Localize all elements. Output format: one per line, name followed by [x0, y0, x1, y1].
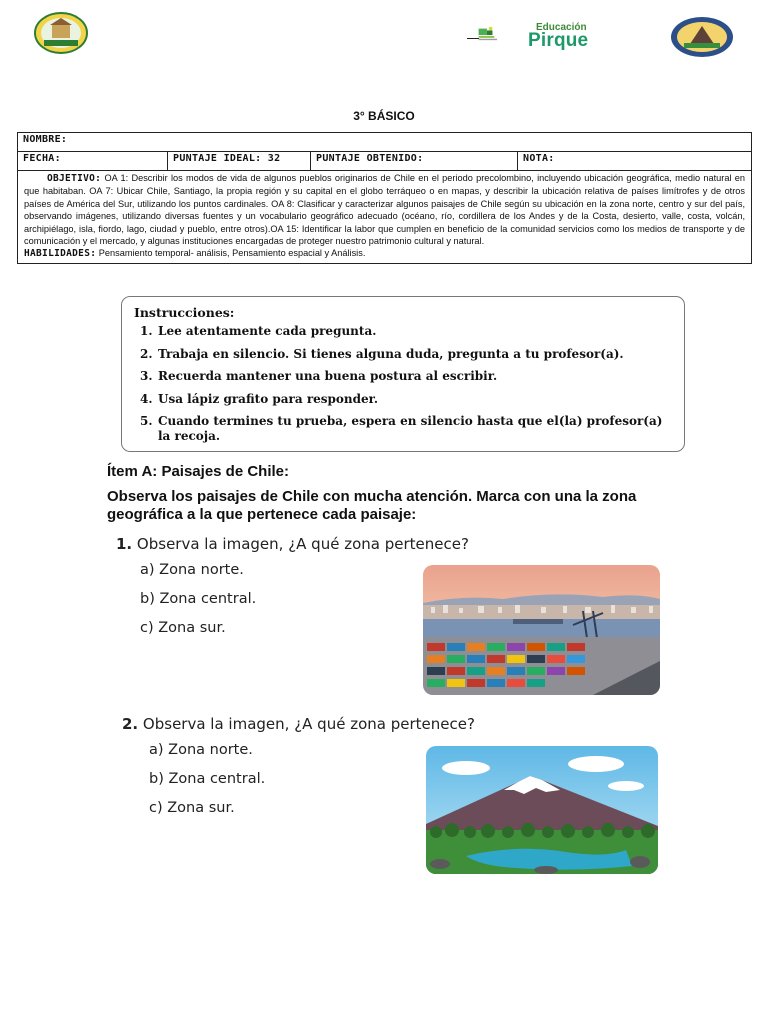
port-city-image [423, 565, 660, 695]
instructions-box [121, 296, 685, 452]
name-cell[interactable] [18, 133, 752, 152]
instruction-item [134, 414, 672, 443]
q2-option-c[interactable]: c) Zona sur. [149, 800, 235, 816]
instruction-text: Recuerda mantener una buena postura al escribir. [158, 369, 498, 383]
item-a-title: Ítem A: Paisajes de Chile: [107, 463, 290, 480]
skills-label: HABILIDADES: [24, 248, 97, 260]
instruction-text: Lee atentamente cada pregunta. [158, 324, 377, 338]
objective-text: OA 1: Describir los modos de vida de algunos pueblos originarios de Chile en el periodo precolombino, incluyendo ubicación geográfica, medio natural en que habitaban. OA 7: Ubicar Chile, Santiago, la propia región y su capital en el globo terráqueo o en mapas, y describir la ubicación relativa de países limítrofes y de otros países de América del Sur, utilizando los puntos cardinales. OA 8: Clasificar y caracterizar algunos paisajes de Chile según su ubicación en la zona norte, centro y sur del país, observando imágenes, utilizando diversas fuentes y un vocabulario geográfico adecuado (océano, río, cordillera de los Andes y de la Costa, desierto, valle, costa, volcán, archipiélago, isla, fiordo, lago, ciudad y pueblo, entre otros).OA 15: Identificar la labor que cumplen en beneficio de la comunidad servicios como los medios de transporte y de comunicación y el mercado, y algunas instituciones encargadas de proteger nuestro patrimonio cultural y natural. [24, 173, 745, 247]
grade-title: 3° BÁSICO [353, 109, 415, 123]
school-logo-left [34, 12, 88, 54]
skills-text: Pensamiento temporal- análisis, Pensamiento espacial y Análisis. [98, 248, 366, 259]
obtained-score-label: PUNTAJE OBTENIDO: [316, 153, 424, 164]
grade-cell[interactable] [518, 152, 752, 171]
objective-cell [18, 171, 752, 264]
question-text: Observa la imagen, ¿A qué zona pertenece? [142, 715, 475, 733]
date-label: FECHA: [23, 153, 61, 164]
instruction-item [134, 392, 672, 407]
student-info-table [17, 132, 752, 264]
instruction-num: 3. [140, 369, 153, 383]
q2-option-b[interactable]: b) Zona central. [149, 771, 266, 787]
question-1 [116, 535, 469, 553]
question-text: Observa la imagen, ¿A qué zona pertenece? [136, 535, 469, 553]
name-label: NOMBRE: [23, 134, 68, 145]
date-cell[interactable] [18, 152, 168, 171]
q1-option-b[interactable]: b) Zona central. [140, 591, 257, 607]
question-2 [122, 715, 475, 733]
instruction-item [134, 347, 672, 362]
education-logo [474, 14, 534, 58]
ideal-score-label: PUNTAJE IDEAL: 32 [173, 153, 281, 164]
instruction-item [134, 369, 672, 384]
instruction-text: Cuando termines tu prueba, espera en silencio hasta que el(la) profesor(a) la recoja. [158, 414, 663, 443]
q1-option-a[interactable]: a) Zona norte. [140, 562, 244, 578]
objective-label: OBJETIVO: [47, 173, 102, 184]
instruction-num: 1. [140, 324, 153, 338]
instructions-list [134, 324, 672, 443]
ideal-score-cell [168, 152, 311, 171]
q1-option-c[interactable]: c) Zona sur. [140, 620, 226, 636]
question-number: 1. [116, 535, 133, 553]
instruction-item [134, 324, 672, 339]
volcano-landscape-image [426, 746, 658, 874]
grade-label: NOTA: [523, 153, 555, 164]
instruction-num: 2. [140, 346, 153, 361]
item-a-instructions: Observa los paisajes de Chile con mucha atención. Marca con una la zona geográfica a la que pertenece cada paisaje: [107, 488, 637, 523]
brand-education-label: Educación [536, 22, 587, 33]
q2-option-a[interactable]: a) Zona norte. [149, 742, 253, 758]
school-logo-right [670, 16, 734, 58]
brand-pirque-label: Pirque [528, 30, 589, 51]
obtained-score-cell[interactable] [311, 152, 518, 171]
instructions-title: Instrucciones: [134, 305, 235, 320]
instruction-text: Usa lápiz grafito para responder. [158, 391, 379, 406]
instruction-num: 5. [140, 414, 153, 428]
question-number: 2. [122, 715, 139, 733]
instruction-text: Trabaja en silencio. Si tienes alguna duda, pregunta a tu profesor(a). [158, 346, 624, 361]
instruction-num: 4. [140, 391, 153, 406]
